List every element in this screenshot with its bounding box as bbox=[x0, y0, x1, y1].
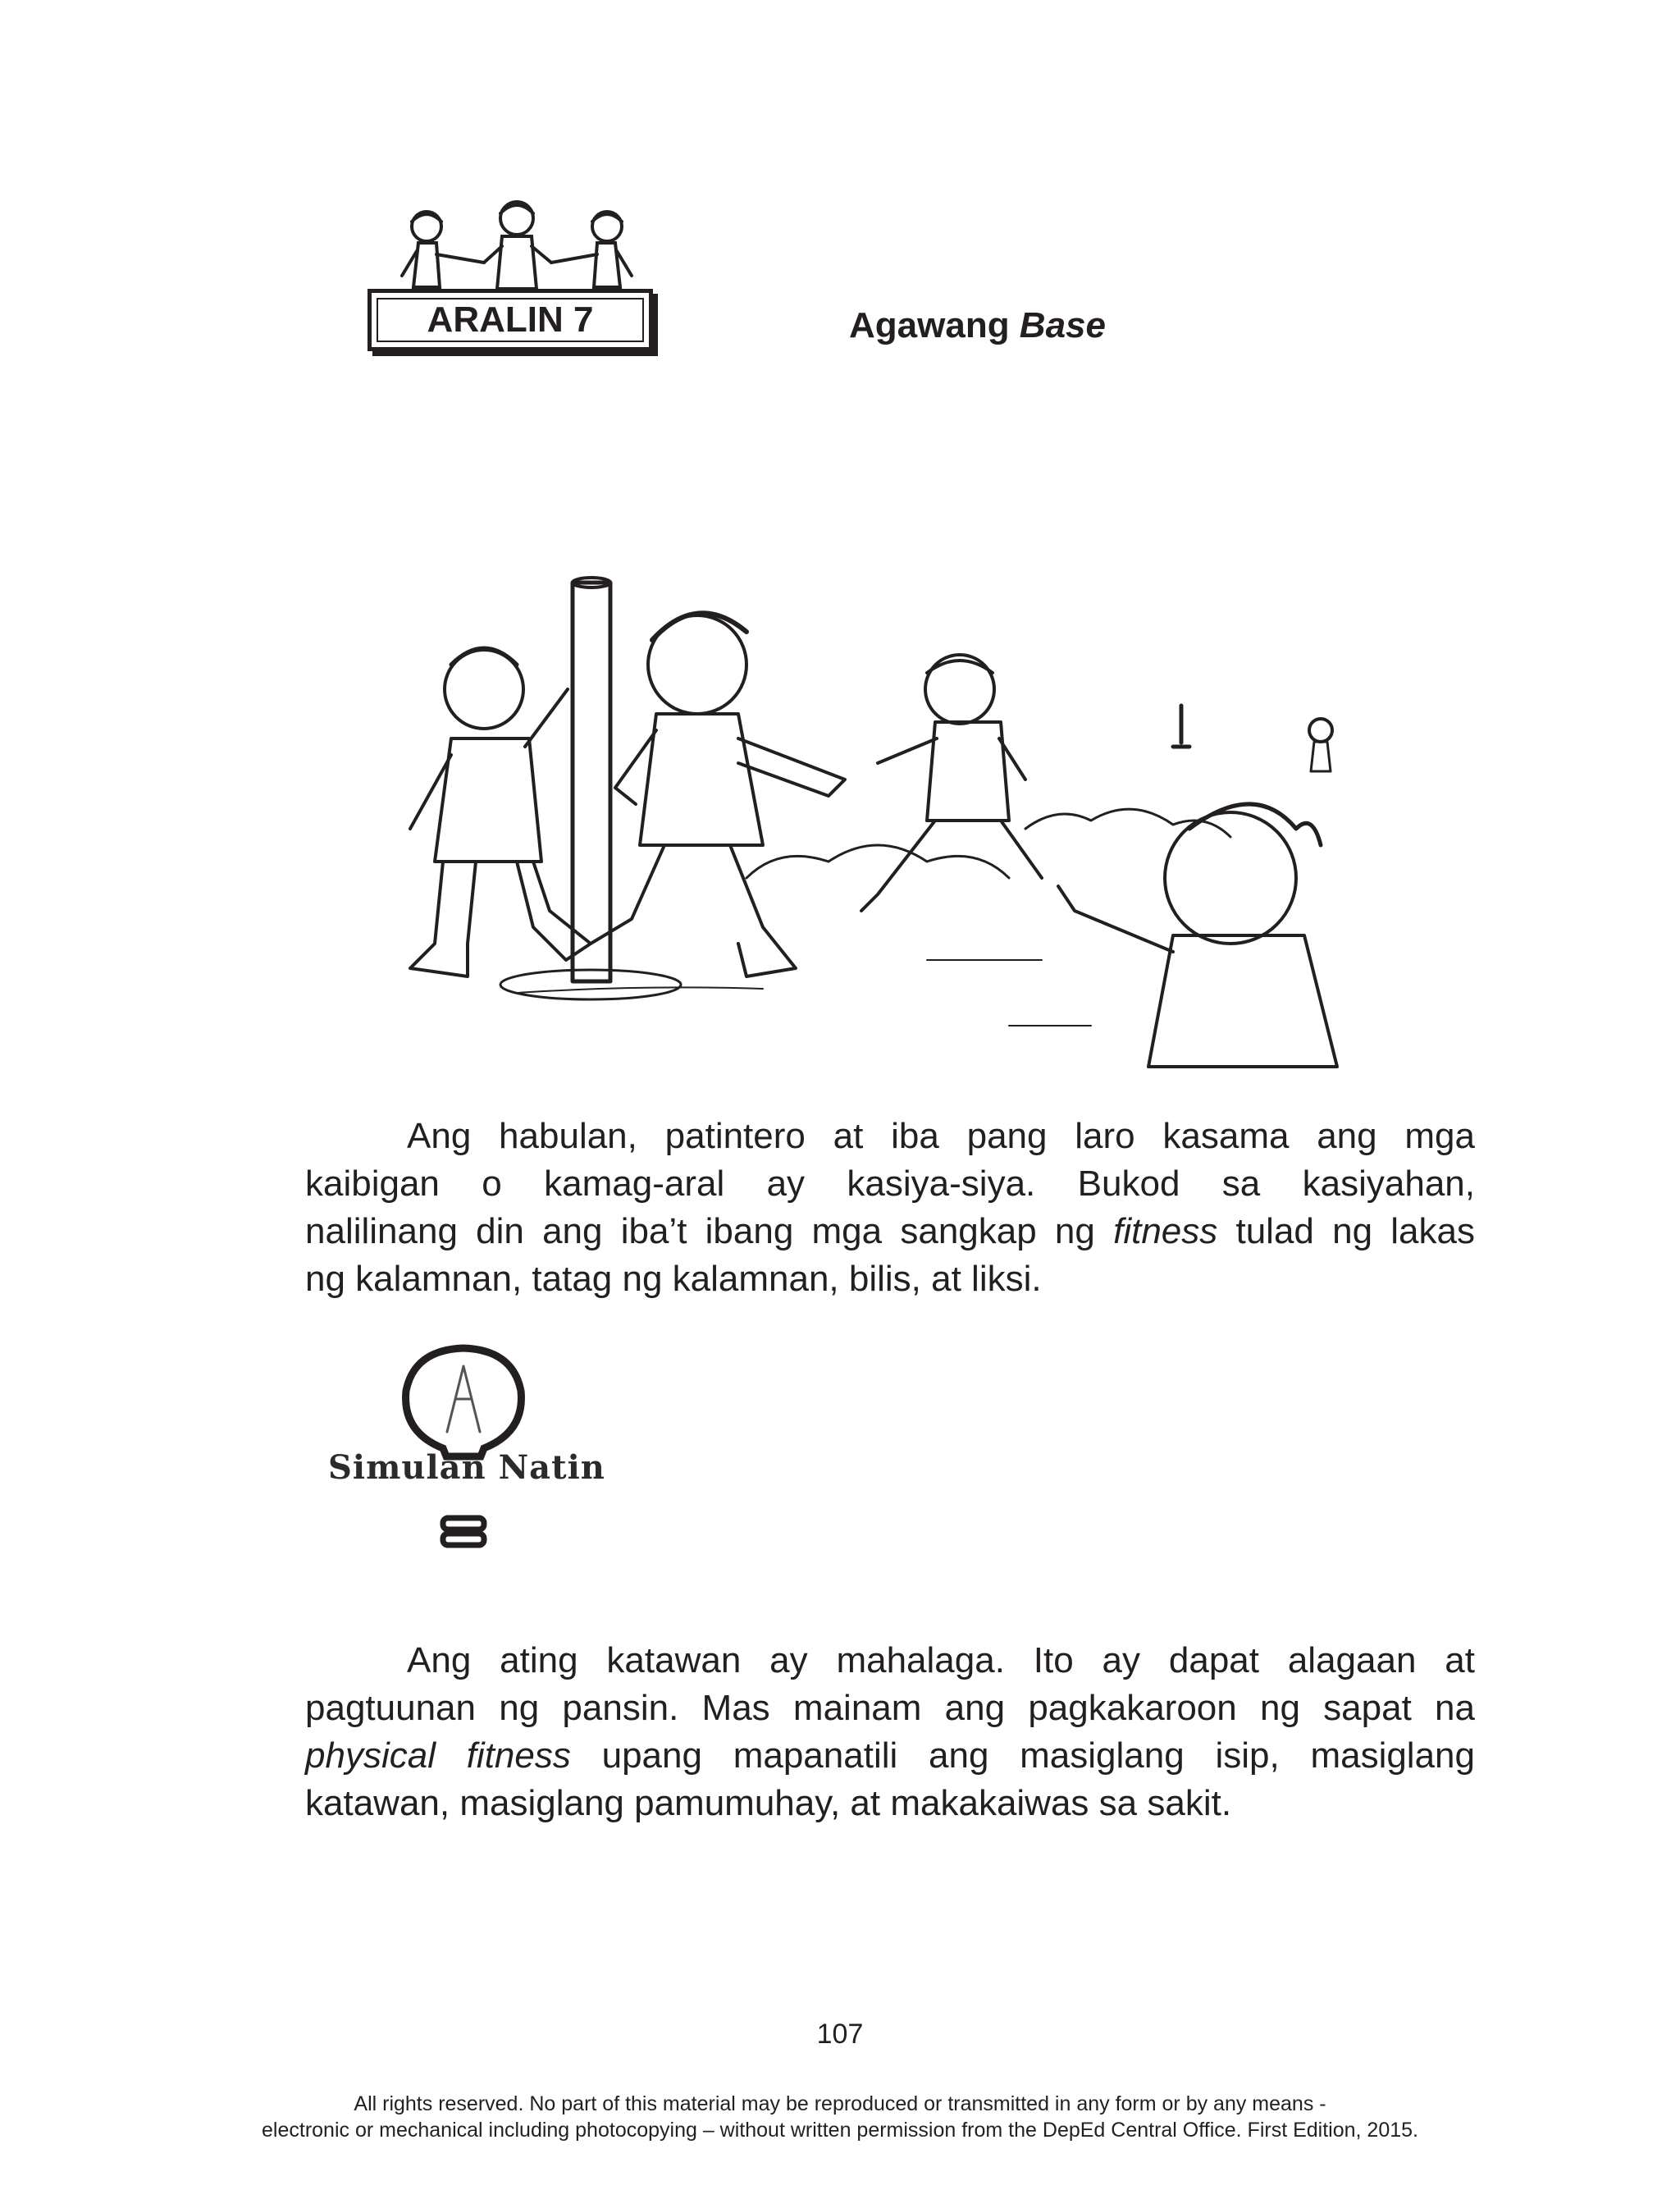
lesson-title bbox=[849, 305, 1106, 346]
lesson-title-plain: Agawang bbox=[849, 305, 1020, 345]
intro-paragraph bbox=[305, 1113, 1475, 1303]
paragraph-line: Ang ating katawan ay mahalaga. Ito ay dapat alagaan at bbox=[407, 1640, 1475, 1680]
paragraph-line bbox=[305, 1732, 1475, 1780]
body-paragraph bbox=[305, 1637, 1475, 1827]
section-label: Simulan Natin bbox=[328, 1448, 605, 1487]
children-playing-agawang-base-illustration bbox=[353, 418, 1436, 1075]
paragraph-line bbox=[305, 1208, 1475, 1255]
page-number: 107 bbox=[816, 2019, 864, 2050]
paragraph-line: ng kalamnan, tatag ng kalamnan, bilis, at liksi. bbox=[305, 1259, 1042, 1299]
lesson-label: ARALIN 7 bbox=[427, 299, 594, 340]
paragraph-text: nalilinang din ang iba’t ibang mga sangkap ng bbox=[305, 1211, 1114, 1251]
paragraph-line: kaibigan o kamag-aral ay kasiya-siya. Bukod sa kasiyahan, bbox=[305, 1164, 1475, 1204]
footer-line: All rights reserved. No part of this material may be reproduced or transmitted in any form or by any means - bbox=[354, 2092, 1326, 2115]
paragraph-text: tulad ng lakas bbox=[1217, 1211, 1475, 1251]
paragraph-text: upang mapanatili ang masiglang isip, masiglang bbox=[570, 1735, 1475, 1776]
footer-line: electronic or mechanical including photocopying – without written permission from the DepEd Central Office. First Edition, 2015. bbox=[262, 2119, 1418, 2142]
emphasis-text: physical fitness bbox=[305, 1735, 571, 1776]
paragraph-line: pagtuunan ng pansin. Mas mainam ang pagkakaroon ng sapat na bbox=[305, 1688, 1475, 1728]
copyright-footer bbox=[0, 2091, 1680, 2143]
paragraph-line: Ang habulan, patintero at iba pang laro kasama ang mga bbox=[407, 1116, 1475, 1156]
paragraph-line: katawan, masiglang pamumuhay, at makakaiwas sa sakit. bbox=[305, 1783, 1232, 1823]
lesson-title-italic: Base bbox=[1019, 305, 1106, 345]
emphasis-text: fitness bbox=[1113, 1211, 1218, 1251]
